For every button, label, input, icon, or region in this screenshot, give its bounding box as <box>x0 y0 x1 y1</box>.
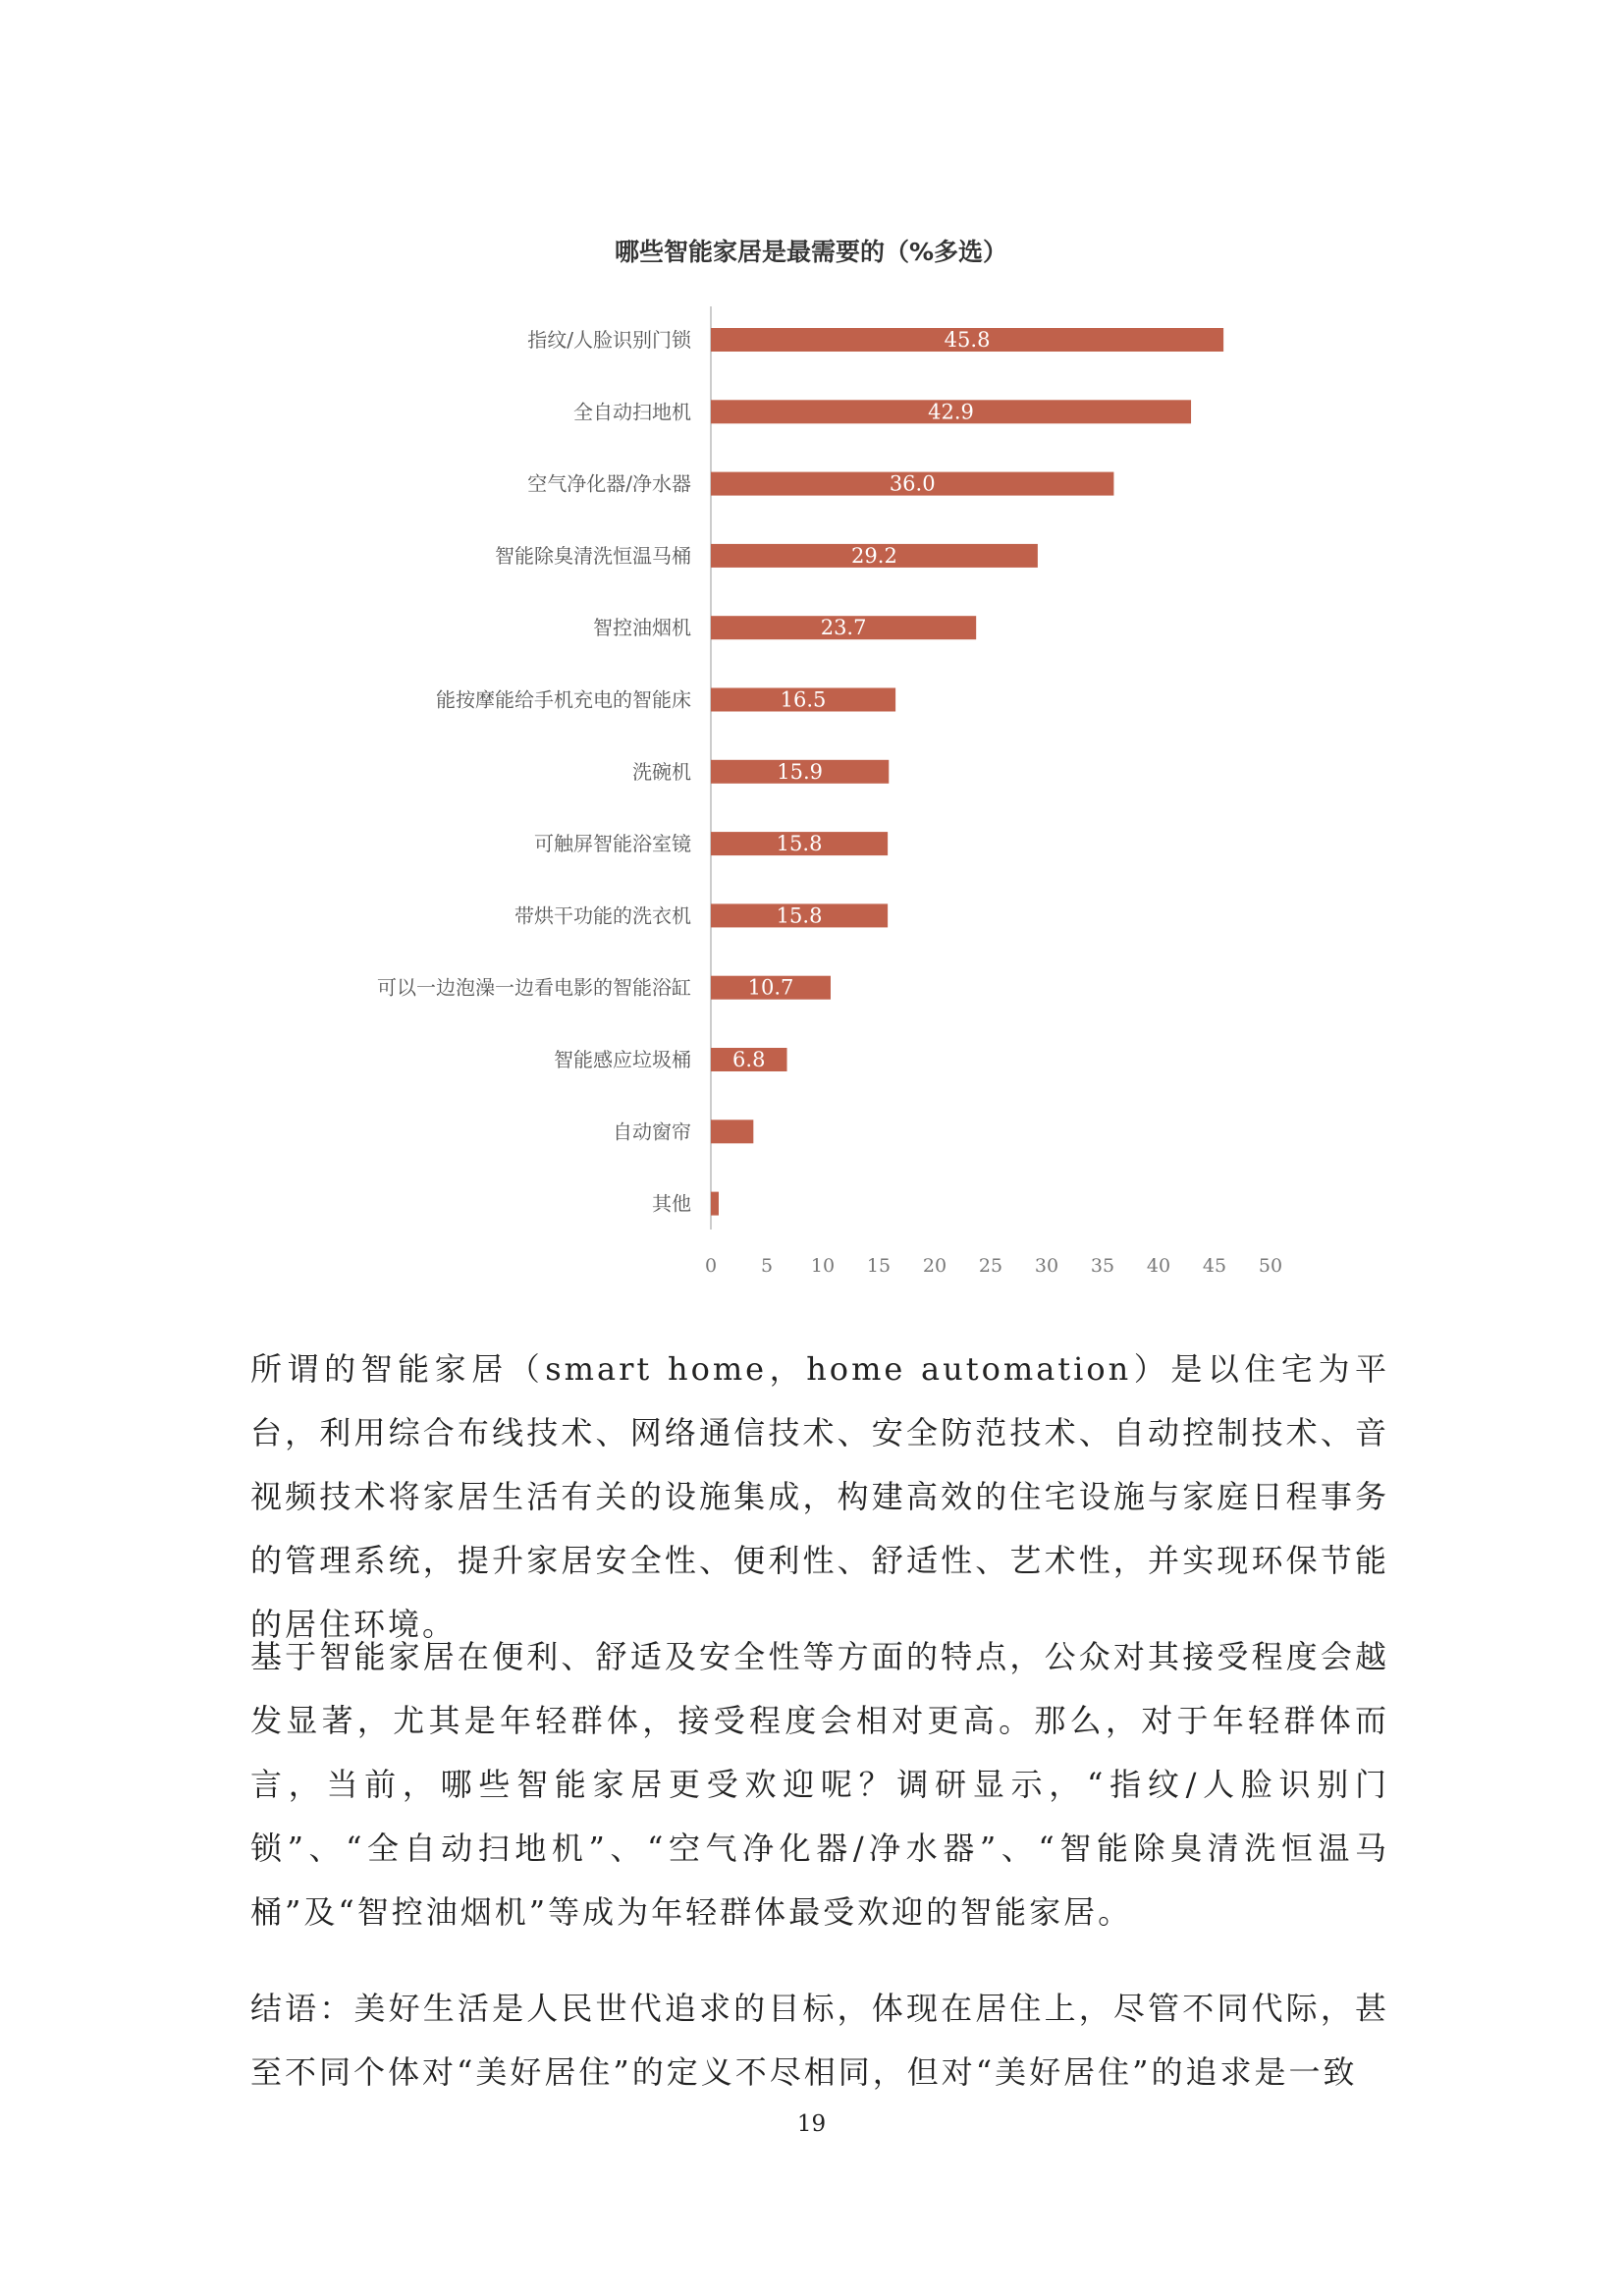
data-label: 6.8 <box>732 1048 766 1071</box>
category-label: 可以一边泡澡一边看电影的智能浴缸 <box>377 975 691 1000</box>
category-label: 智能除臭清洗恒温马桶 <box>495 543 691 568</box>
data-label: 15.8 <box>776 903 823 928</box>
x-tick-label: 50 <box>1258 1255 1283 1277</box>
category-label: 空气净化器/净水器 <box>527 471 691 496</box>
category-label: 全自动扫地机 <box>573 400 691 424</box>
data-label: 15.8 <box>776 832 823 856</box>
data-label: 45.8 <box>944 328 991 352</box>
data-label: 29.2 <box>851 543 897 568</box>
x-tick-label: 40 <box>1146 1255 1171 1277</box>
x-tick-label: 45 <box>1202 1255 1227 1277</box>
category-label: 洗碗机 <box>632 759 691 784</box>
paragraph-analysis: 基于智能家居在便利、舒适及安全性等方面的特点，公众对其接受程度会越发显著，尤其是年轻群体，接受程度会相对更高。那么，对于年轻群体而言，当前，哪些智能家居更受欢迎呢？调研显示，“指纹/人脸识别门锁”、“全自动扫地机”、“空气净化器/净水器”、“智能除臭清洗恒温马桶”及“智控油烟机”等成为年轻群体最受欢迎的智能家居。 <box>250 1638 1389 1931</box>
category-label: 自动窗帘 <box>613 1120 691 1144</box>
category-label: 智能感应垃圾桶 <box>554 1048 691 1071</box>
category-label: 其他 <box>652 1191 691 1216</box>
x-tick-label: 20 <box>922 1255 947 1277</box>
category-label: 能按摩能给手机充电的智能床 <box>436 687 691 712</box>
bar <box>711 1120 753 1143</box>
x-tick-label: 30 <box>1034 1255 1059 1277</box>
category-label: 可触屏智能浴室镜 <box>534 832 691 856</box>
category-label: 指纹/人脸识别门锁 <box>527 328 691 352</box>
x-tick-label: 25 <box>978 1255 1003 1277</box>
bar <box>711 1192 719 1216</box>
x-tick-label: 15 <box>866 1255 892 1277</box>
page-number: 19 <box>796 2111 827 2137</box>
category-label: 带烘干功能的洗衣机 <box>514 903 691 928</box>
chart-title: 哪些智能家居是最需要的（%多选） <box>614 238 1008 266</box>
data-label: 23.7 <box>820 616 867 640</box>
x-tick-label: 0 <box>704 1255 718 1277</box>
data-label: 15.9 <box>777 759 824 784</box>
x-tick-label: 10 <box>810 1255 836 1277</box>
x-tick-label: 5 <box>760 1255 774 1277</box>
category-label: 智控油烟机 <box>593 616 691 640</box>
paragraph-definition: 所谓的智能家居（smart home，home automation）是以住宅为平台，利用综合布线技术、网络通信技术、安全防范技术、自动控制技术、音视频技术将家居生活有关的设施集成，构建高效的住宅设施与家庭日程事务的管理系统，提升家居安全性、便利性、舒适性、艺术性，并实现环保节能的居住环境。 <box>250 1350 1389 1643</box>
data-label: 16.5 <box>780 687 827 712</box>
x-tick-label: 35 <box>1090 1255 1115 1277</box>
paragraph-conclusion: 结语：美好生活是人民世代追求的目标，体现在居住上，尽管不同代际，甚至不同个体对“美好居住”的定义不尽相同，但对“美好居住”的追求是一致 <box>250 1990 1389 2091</box>
data-label: 10.7 <box>747 975 794 1000</box>
data-label: 36.0 <box>889 471 936 496</box>
data-label: 42.9 <box>928 400 974 424</box>
